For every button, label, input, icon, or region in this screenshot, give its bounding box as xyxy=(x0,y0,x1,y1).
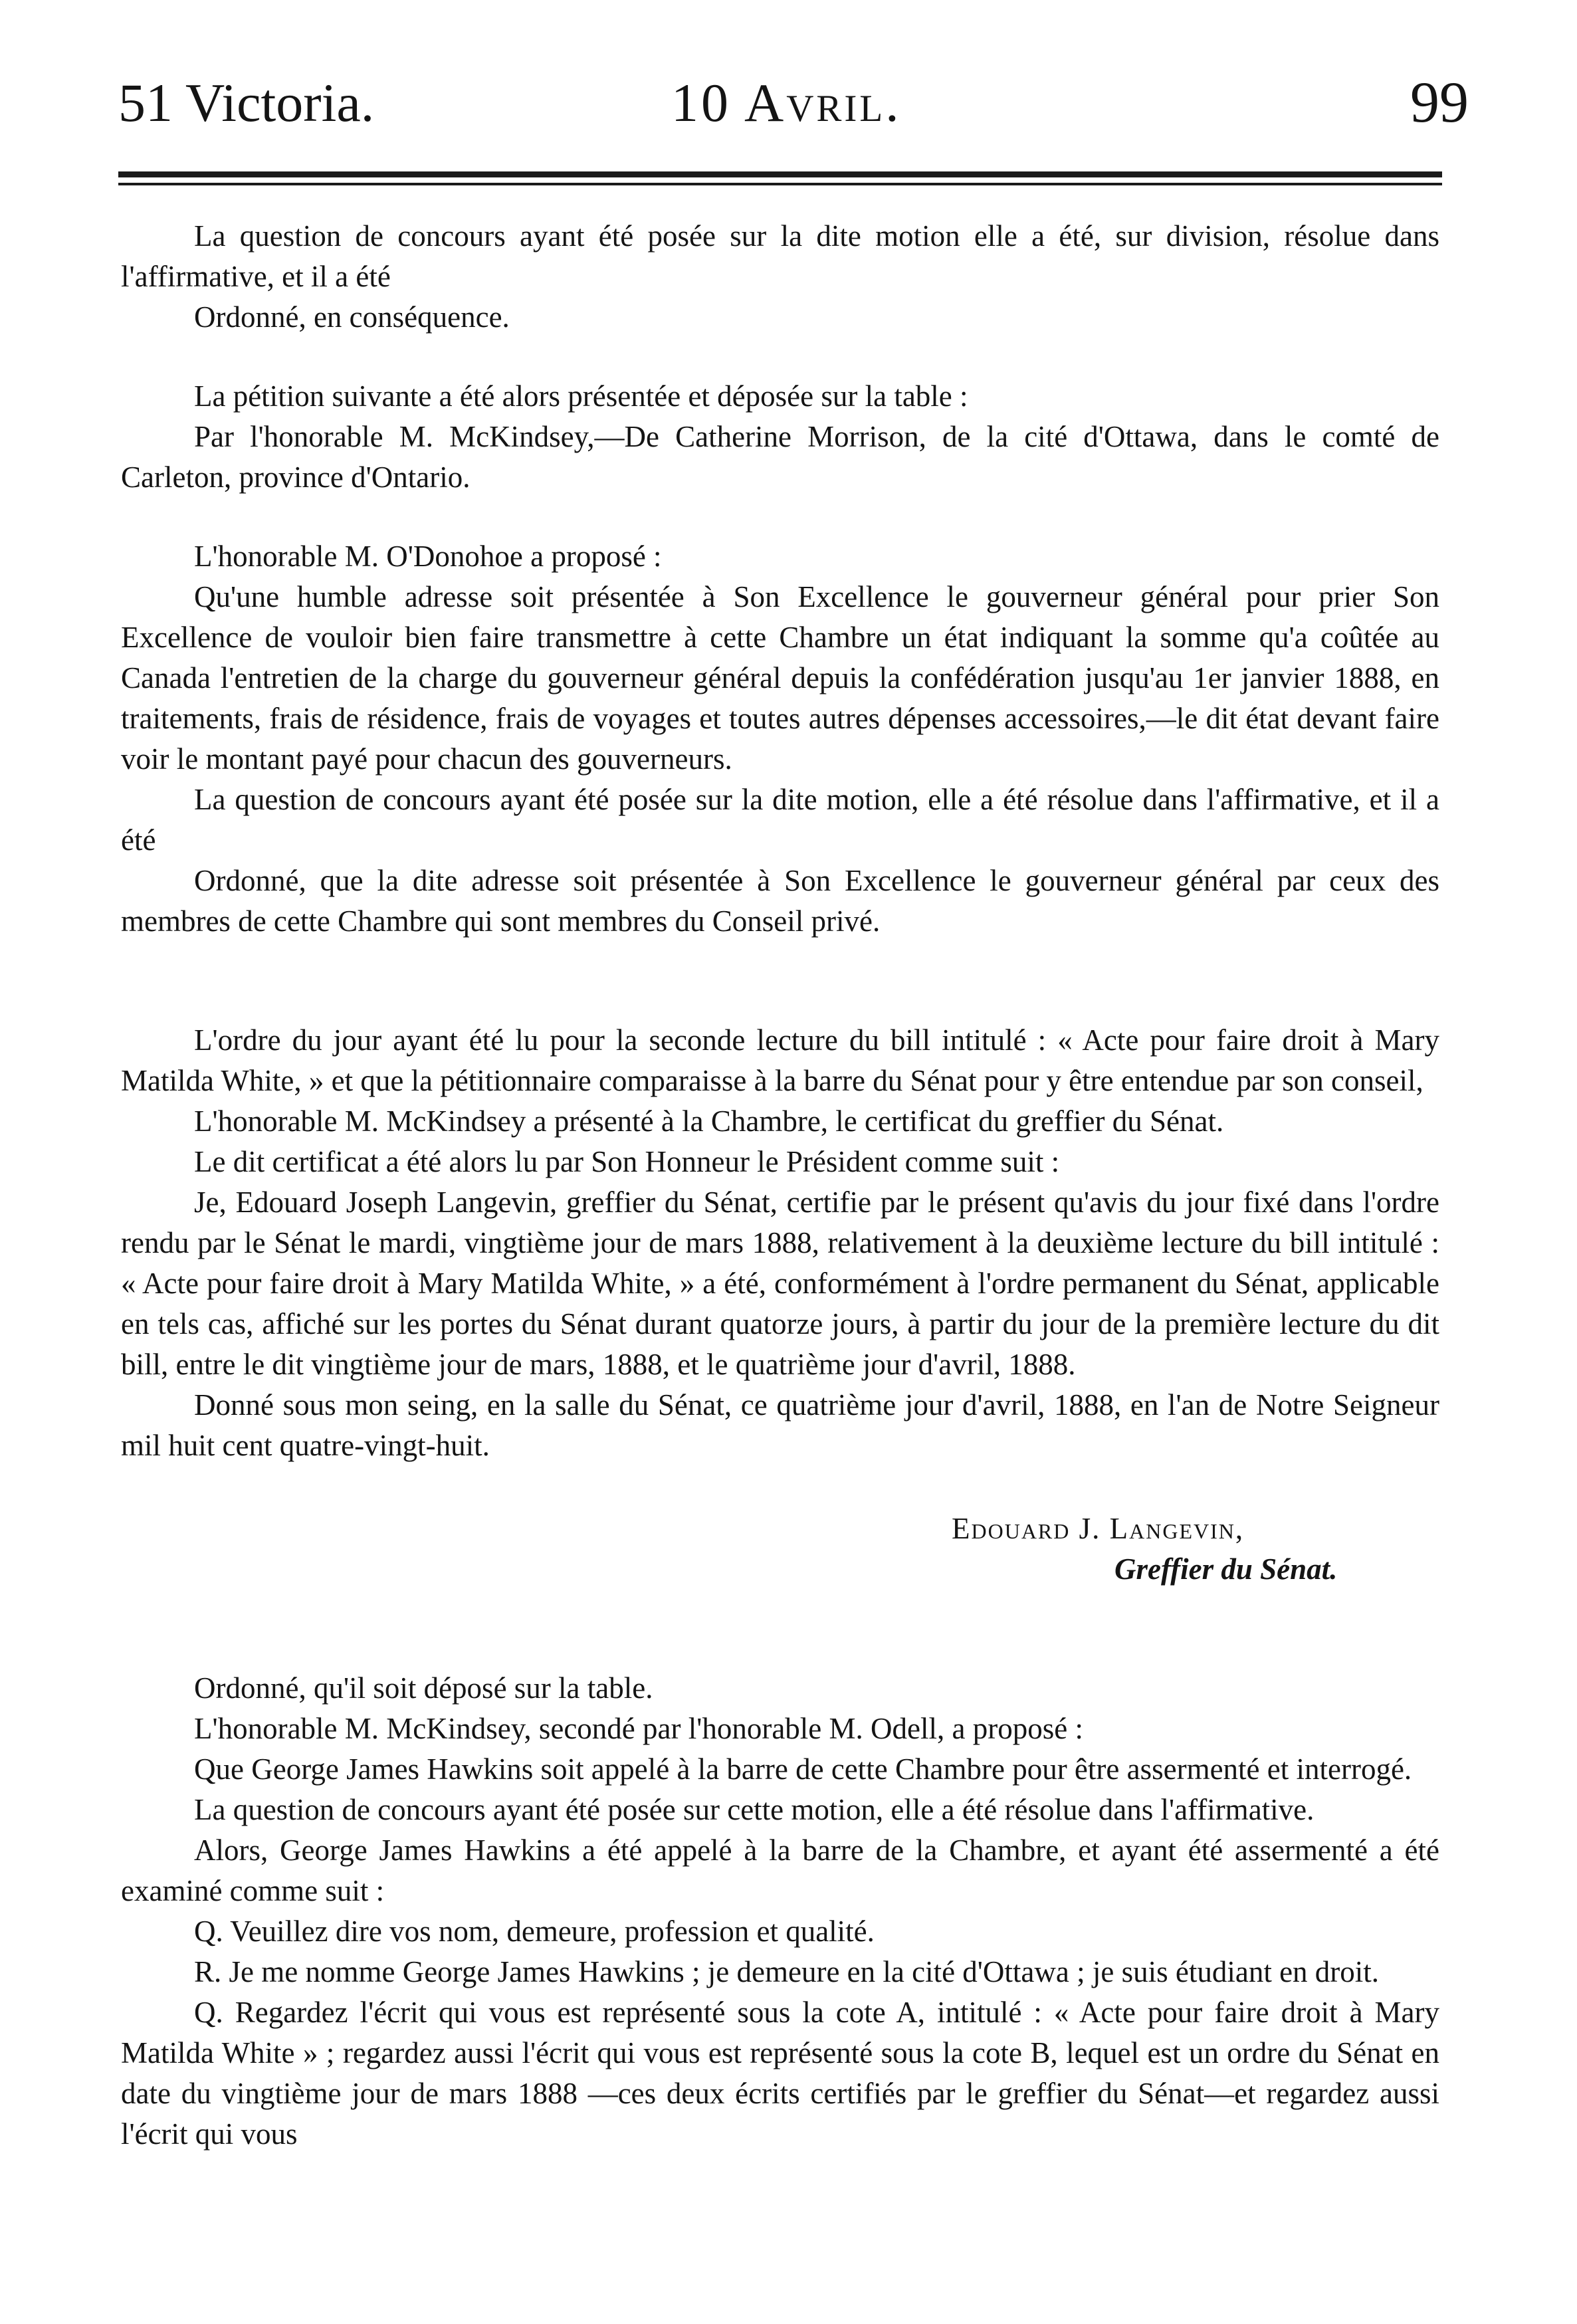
paragraph: La pétition suivante a été alors présentée et déposée sur la table : xyxy=(194,379,968,413)
header-rule-thick xyxy=(118,171,1442,177)
page-body xyxy=(121,216,1439,2155)
header-date: 10 Avril. xyxy=(671,72,902,133)
header-session: 51 Victoria. xyxy=(118,72,375,133)
paragraph: Donné sous mon seing, en la salle du Sénat, ce quatrième jour d'avril, 1888, en l'an de Notre Seigneur mil huit cent quatre-vingt-huit. xyxy=(121,1388,1439,1462)
paragraph: L'honorable M. O'Donohoe a proposé : xyxy=(194,540,662,573)
paragraph: La question de concours ayant été posée sur la dite motion elle a été, sur division, résolue dans l'affirmative, et il a été xyxy=(121,219,1439,293)
question: Q. Regardez l'écrit qui vous est représenté sous la cote A, intitulé : « Acte pour faire droit à Mary Matilda White » ; regardez aussi l'écrit qui vous est représenté sous la cote B, lequel est un ordre du Sénat en date du vingtième jour de mars 1888 —ces deux écrits certifiés par le greffier du Sénat—et regardez aussi l'écrit qui vous xyxy=(121,1996,1439,2151)
signatory-title: Greffier du Sénat. xyxy=(1114,1552,1338,1586)
paragraph: Ordonné, en conséquence. xyxy=(194,300,510,334)
paragraph: Ordonné, qu'il soit déposé sur la table. xyxy=(194,1671,653,1705)
paragraph: Par l'honorable M. McKindsey,—De Catherine Morrison, de la cité d'Ottawa, dans le comté de Carleton, province d'Ontario. xyxy=(121,420,1439,494)
certificate-text: Je, Edouard Joseph Langevin, greffier du Sénat, certifie par le présent qu'avis du jour fixé dans l'ordre rendu par le Sénat le mardi, vingtième jour de mars 1888, relativement à la deuxième lecture du bill intitulé : « Acte pour faire droit à Mary Matilda White, » a été, conformément à l'ordre permanent du Sénat, applicable en tels cas, affiché sur les portes du Sénat durant quatorze jours, à partir du jour de la première lecture du dit bill, entre le dit vingtième jour de mars, 1888, et le quatrième jour d'avril, 1888. xyxy=(121,1186,1439,1381)
paragraph: La question de concours ayant été posée sur cette motion, elle a été résolue dans l'affirmative. xyxy=(194,1793,1314,1826)
paragraph: Le dit certificat a été alors lu par Son Honneur le Président comme suit : xyxy=(194,1145,1060,1178)
paragraph: L'honorable M. McKindsey, secondé par l'honorable M. Odell, a proposé : xyxy=(194,1712,1083,1745)
question: Q. Veuillez dire vos nom, demeure, profession et qualité. xyxy=(194,1915,875,1948)
paragraph: L'ordre du jour ayant été lu pour la seconde lecture du bill intitulé : « Acte pour faire droit à Mary Matilda White, » et que la pétitionnaire comparaisse à la barre du Sénat pour y être entendue par son conseil, xyxy=(121,1023,1439,1097)
paragraph: Alors, George James Hawkins a été appelé à la barre de la Chambre, et ayant été assermenté a été examiné comme suit : xyxy=(121,1834,1439,1907)
paragraph: La question de concours ayant été posée sur la dite motion, elle a été résolue dans l'affirmative, et il a été xyxy=(121,783,1439,857)
running-header xyxy=(0,66,1577,159)
page-number: 99 xyxy=(1410,70,1469,135)
signatory-name: Edouard J. Langevin, xyxy=(952,1512,1245,1545)
paragraph: Que George James Hawkins soit appelé à la barre de cette Chambre pour être assermenté et interrogé. xyxy=(194,1752,1412,1786)
paragraph: Ordonné, que la dite adresse soit présentée à Son Excellence le gouverneur général par ceux des membres de cette Chambre qui sont membres du Conseil privé. xyxy=(121,864,1439,938)
paragraph: Qu'une humble adresse soit présentée à Son Excellence le gouverneur général pour prier Son Excellence de vouloir bien faire transmettre à cette Chambre un état indiquant la somme qu'a coûtée au Canada l'entretien de la charge du gouverneur général depuis la confédération jusqu'au 1er janvier 1888, en traitements, frais de résidence, frais de voyages et toutes autres dépenses accessoires,—le dit état devant faire voir le montant payé pour chacun des gouverneurs. xyxy=(121,580,1439,776)
signature-block xyxy=(121,1509,1439,1590)
answer: R. Je me nomme George James Hawkins ; je demeure en la cité d'Ottawa ; je suis étudiant en droit. xyxy=(194,1955,1380,1988)
header-rule-thin xyxy=(118,183,1442,185)
paragraph: L'honorable M. McKindsey a présenté à la Chambre, le certificat du greffier du Sénat. xyxy=(194,1105,1224,1138)
